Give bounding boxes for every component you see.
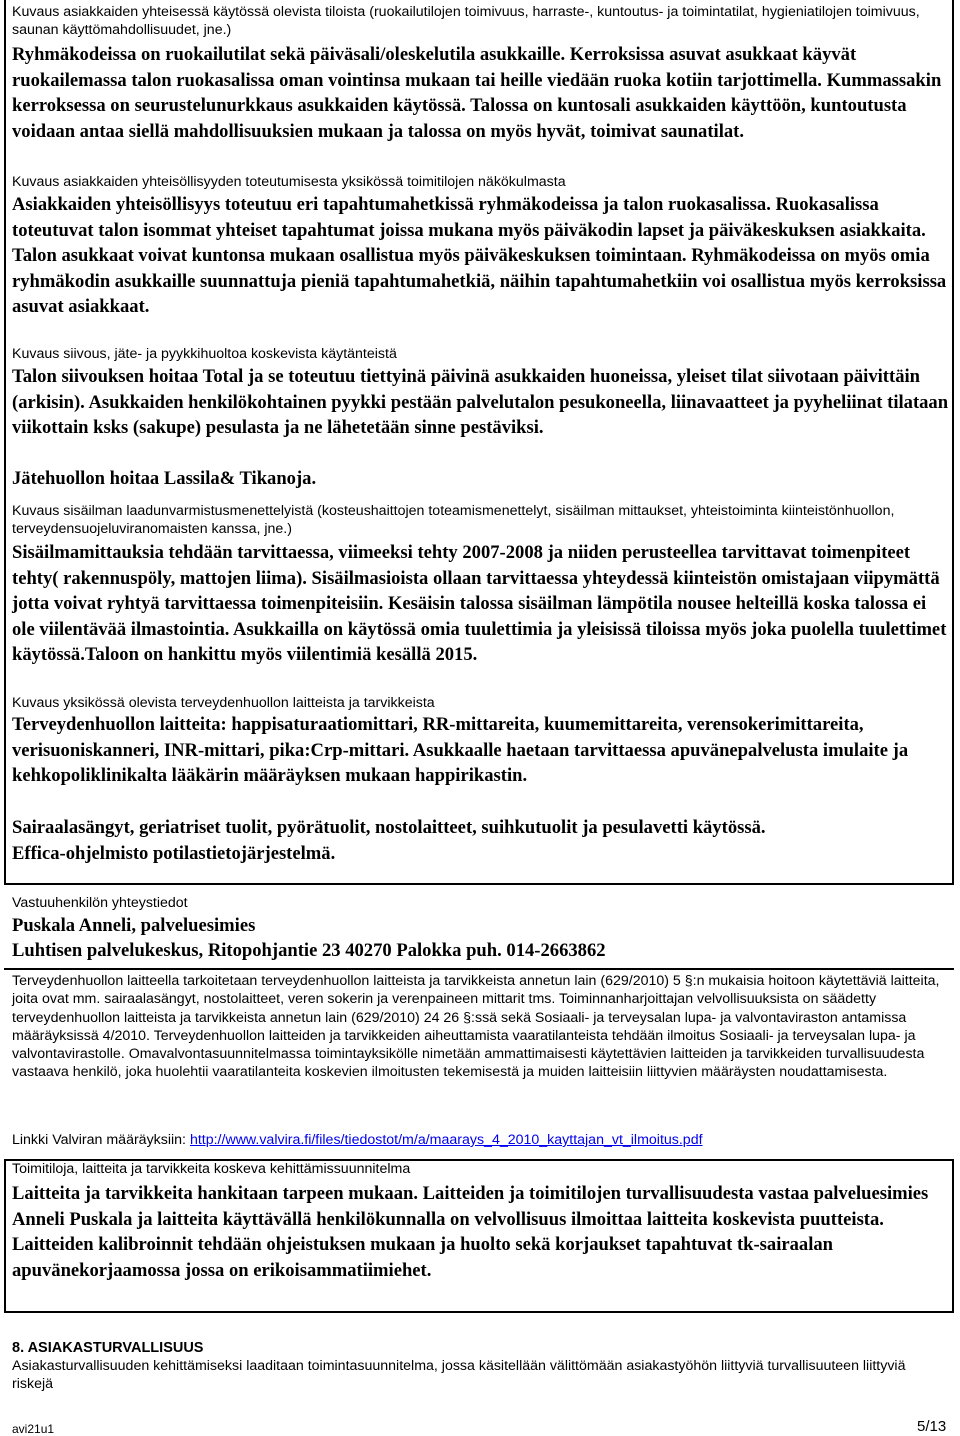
common-spaces-label: Kuvaus asiakkaiden yhteisessä käytössä olevista tiloista (ruokailutilojen toimivuus, harraste-, kuntoutus- ja toimintatilat, hygieniatilojen toimivuus, saunan käyttömahdollisuudet, jne.) — [12, 4, 920, 39]
community-text: Asiakkaiden yhteisöllisyys toteutuu eri tapahtumahetkissä ryhmäkodeissa ja talon ruokasalissa. Ruokasalissa toteutuvat talon isommat yhteiset tapahtumat joissa mukana myös päiväkodin lapset ja päiväkeskuksen asiakkaita. Talon asukkaat voivat kuntonsa mukaan osallistua myös päiväkeskuksen toimintaan. Ryhmäkodeissa on myös omia ryhmäkodin asukkaille suunnattuja pieniä tapahtumahetkiä, näihin tapahtumahetkiin voi osallistua myös kerroksissa asuvat asiakkaat. — [12, 194, 947, 318]
section-8-heading: 8. ASIAKASTURVALLISUUS — [12, 1340, 204, 1356]
cleaning-label: Kuvaus siivous, jäte- ja pyykkihuoltoa koskevista käytänteistä — [12, 346, 397, 362]
page-number: 5/13 — [917, 1418, 947, 1435]
valvira-link-prefix: Linkki Valviran määräyksiin: — [12, 1132, 186, 1148]
health-devices-info: Terveydenhuollon laitteella tarkoitetaan terveydenhuollon laitteista ja tarvikkeista annetun lain (629/2010) 5 §:n mukaisia hoitoon käytettäviä laitteita, joita ovat mm. sairaalasängyt, nostolaitteet, veren sokerin ja verenpaineen mittarit tms. Toiminnanharjoittajan velvollisuuksista on säädetty terveydenhuollon laitteista ja tarvikkeista annetun lain (629/2010) 24 26 §:ssä sekä Sosiaali- ja terveysalan lupa- ja valvontaviraston antamissa määräyksissä 4/2010. Terveydenhuollon laitteiden ja tarvikkeiden aiheuttamista vaaratilanteista tehdään ilmoitus Sosiaali- ja terveysalan lupa- ja valvontavirastolle. Omavalvontasuunnitelmassa toimintayksikölle nimetään ammattimaisesti käytettävien laitteiden ja tarvikkeiden turvallisuudesta vastaava henkilö, joka huolehtii vaaratilanteita koskevien ilmoitusten tekemisestä ja muiden laitteisiin liittyvien määräysten noudattamisesta. — [12, 973, 940, 1081]
common-spaces-text: Ryhmäkodeissa on ruokailutilat sekä päiväsali/oleskelutila asukkaille. Kerroksissa asuvat asukkaat käyvät ruokailemassa talon ruokasalissa oman vointinsa mukaan tai heille viedään ruoka kotiin tarjottimella. Kummassakin kerroksessa on seurustelunurkkaus asukkaiden käytössä. Talossa on kuntosali asukkaiden käyttöön, kuntoutusta voidaan antaa siellä mahdollisuuksien mukaan ja talossa on myös hyvät, toimivat saunatilat. — [12, 44, 942, 142]
contact-name: Puskala Anneli, palveluesimies — [12, 915, 256, 936]
health-devices-label: Kuvaus yksikössä olevista terveydenhuollon laitteista ja tarvikkeista — [12, 695, 435, 711]
indoor-air-label: Kuvaus sisäilman laadunvarmistusmenettelyistä (kosteushaittojen toteamismenettelyt, sisäilman mittaukset, yhteistoiminta kiinteistönhuollon, terveydensuojeluviranomaisten kanssa, jne.) — [12, 503, 895, 538]
section-8-text: Asiakasturvallisuuden kehittämiseksi laaditaan toimintasuunnitelma, jossa käsitellään välittömään asiakastyöhön liittyviä turvallisuuteen liittyviä riskejä — [12, 1358, 906, 1393]
contact-label: Vastuuhenkilön yhteystiedot — [12, 895, 188, 911]
footer-doc-id: avi21u1 — [12, 1422, 55, 1436]
beds-text: Sairaalasängyt, geriatriset tuolit, pyörätuolit, nostolaitteet, suihkutuolit ja pesulavetti käytössä. — [12, 817, 766, 838]
community-label: Kuvaus asiakkaiden yhteisöllisyyden toteutumisesta yksikössä toimitilojen näkökulmasta — [12, 174, 566, 190]
valvira-link-line — [12, 1131, 950, 1149]
cleaning-text: Talon siivouksen hoitaa Total ja se toteutuu tiettyinä päivinä asukkaiden huoneissa, yleiset tilat siivotaan päivittäin (arkisin). Asukkaiden henkilökohtainen pyykki pestään palvelutalon pesukoneella, liinavaatteet ja pyyheliinat tilataan viikottain ksks (sakupe) pesulasta ja ne lähetetään sinne pestäviksi. — [12, 366, 949, 439]
valvira-link[interactable]: http://www.valvira.fi/files/tiedostot/m/a/maarays_4_2010_kayttajan_vt_ilmoitus.pdf — [189, 1132, 703, 1148]
contact-address: Luhtisen palvelukeskus, Ritopohjantie 23 40270 Palokka puh. 014-2663862 — [12, 940, 606, 961]
effica-text: Effica-ohjelmisto potilastietojärjestelmä. — [12, 843, 336, 864]
development-plan-text: Laitteita ja tarvikkeita hankitaan tarpeen mukaan. Laitteiden ja toimitilojen turvallisuudesta vastaa palveluesimies Anneli Puskala ja laitteita käyttävällä henkilökunnalla on velvollisuus ilmoittaa laitteita koskevista puutteista. Laitteiden kalibroinnit tehdään ohjeistuksen mukaan ja huolto sekä korjaukset tapahtuvat tk-sairaalan apuvänekorjaamossa jossa on erikoisammatiimiehet. — [12, 1183, 929, 1281]
waste-text: Jätehuollon hoitaa Lassila& Tikanoja. — [12, 468, 317, 489]
health-devices-text: Terveydenhuollon laitteita: happisaturaatiomittari, RR-mittareita, kuumemittareita, verensokerimittareita, verisuoniskanneri, INR-mittari, pika:Crp-mittari. Asukkaalle haetaan tarvittaessa apuvänepalvelusta imulaite ja kehkopoliklinikalta lääkärin määräyksen mukaan happirikastin. — [12, 714, 909, 787]
development-plan-label: Toimitiloja, laitteita ja tarvikkeita koskeva kehittämissuunnitelma — [12, 1161, 411, 1177]
indoor-air-text: Sisäilmamittauksia tehdään tarvittaessa, viimeeksi tehty 2007-2008 ja niiden perusteellea tarvittavat toimenpiteet tehty( rakennuspöly, mattojen liima). Sisäilmasioista ollaan tarvittaessa yhteydessä kiinteistön omistajaan viipymättä jotta voivat ryhtyä tarvittaessa toimenpiteisiin. Kesäisin talossa sisäilman lämpötila nousee helteillä koska talossa ei ole viilentävää ilmastointia. Asukkailla on käytössä omia tuulettimia ja yleisissä tiloissa myös joka puolella tuulettimet käytössä.Taloon on hankittu myös viilentimiä kesällä 2015. — [12, 542, 947, 666]
divider-line — [4, 968, 954, 970]
